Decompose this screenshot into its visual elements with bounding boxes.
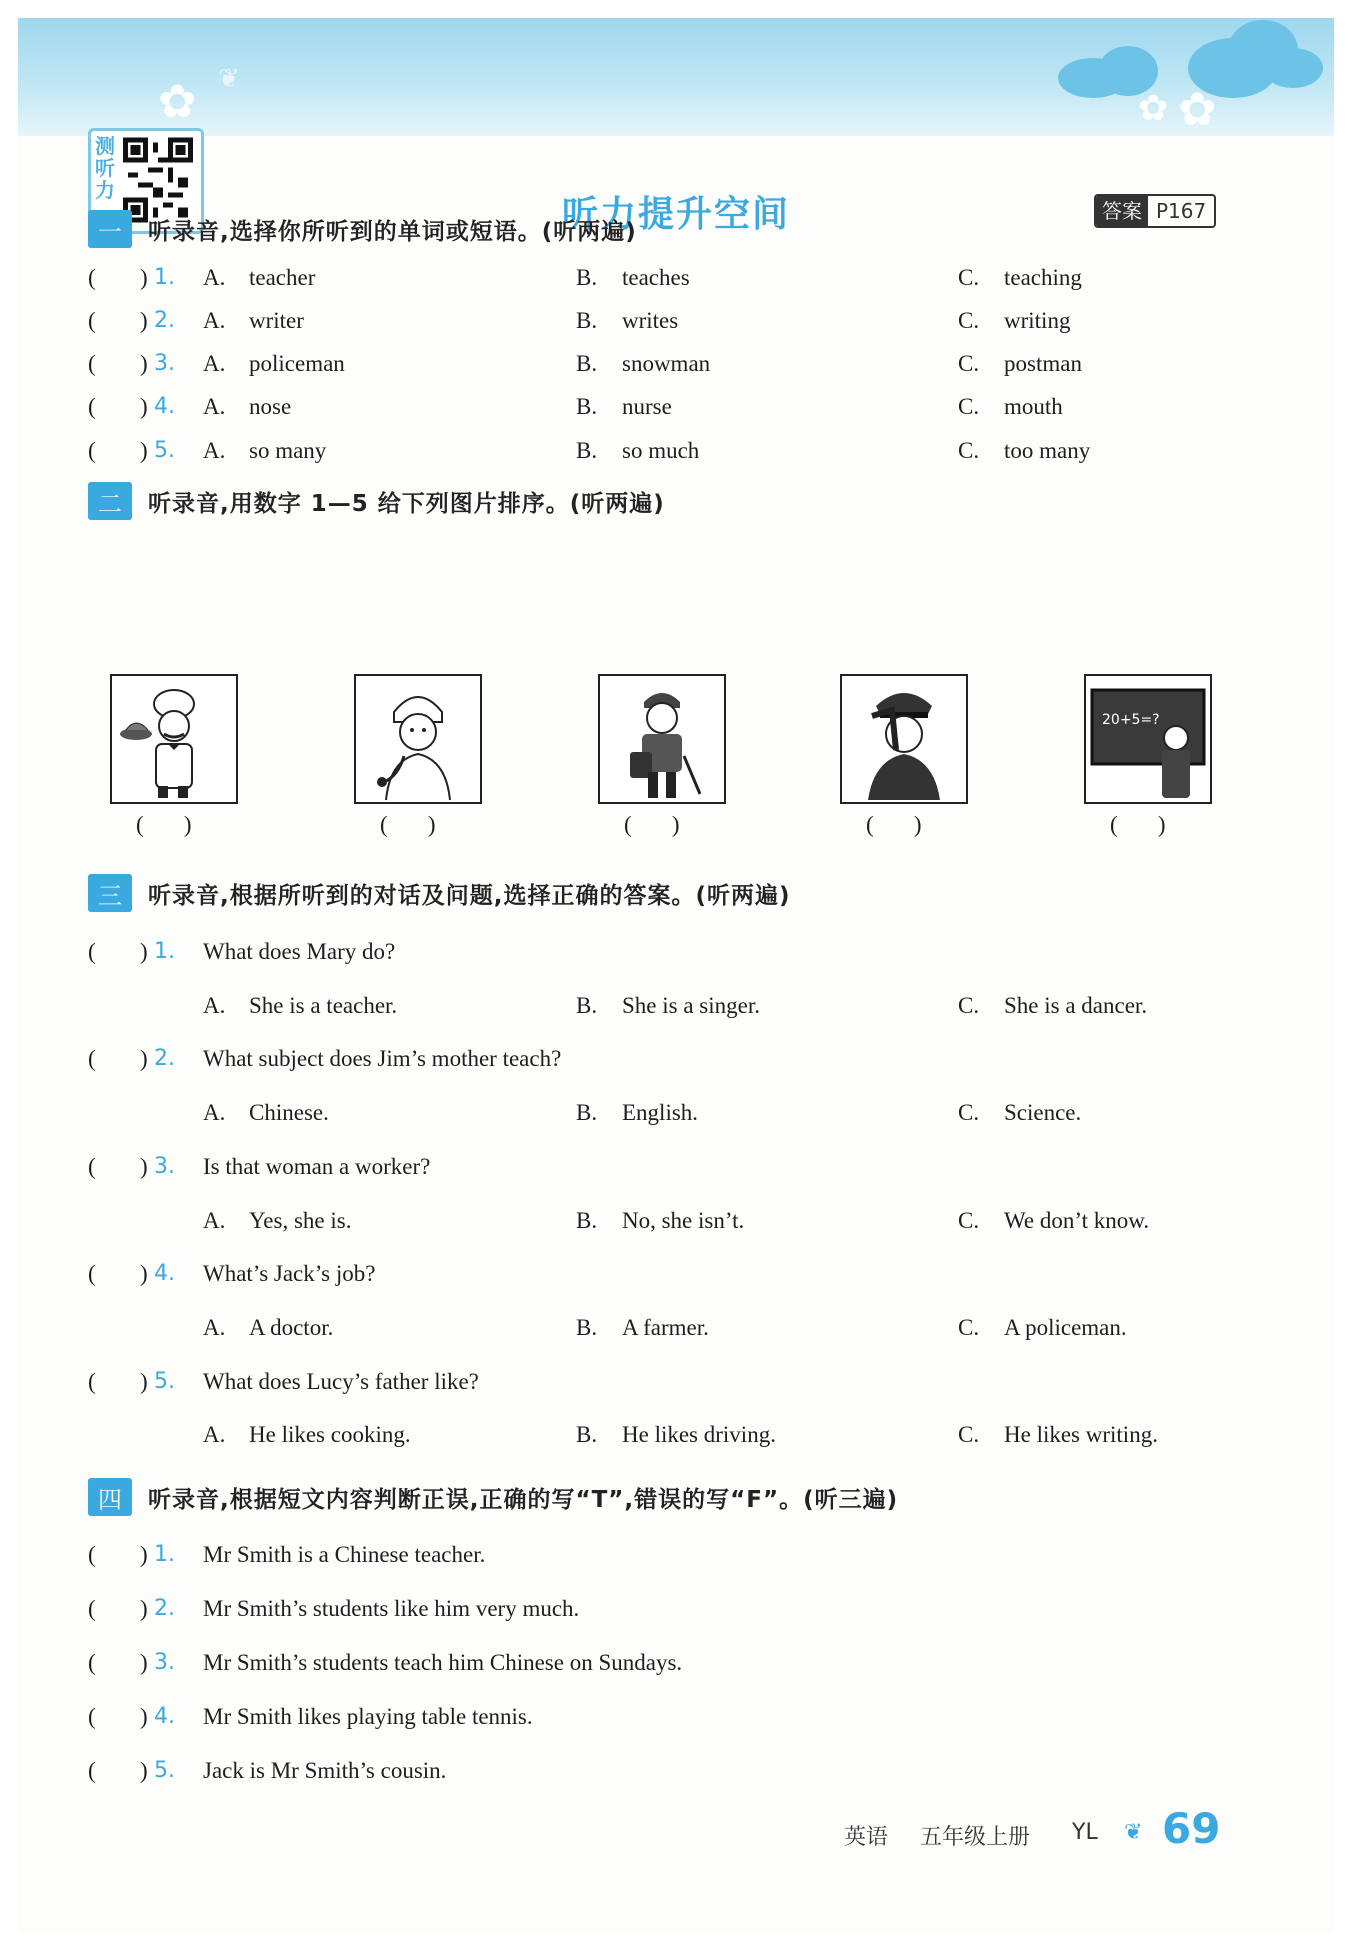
section-header — [88, 482, 665, 520]
question-text: What’s Jack’s job? — [203, 1261, 376, 1286]
answer-blank-close: ) — [140, 939, 148, 964]
picture-blank[interactable]: ( ) — [136, 812, 192, 837]
item-number: 5. — [154, 1758, 175, 1783]
item-number: 2. — [154, 308, 175, 333]
picture-teacher — [1084, 674, 1212, 804]
answer-blank-close: ) — [140, 1369, 148, 1394]
picture-doctor — [354, 674, 482, 804]
statement-text: Mr Smith likes playing table tennis. — [203, 1704, 533, 1729]
item-number: 3. — [154, 1154, 175, 1179]
question-text: What does Mary do? — [203, 939, 396, 964]
answer-blank-open[interactable]: ( — [88, 265, 96, 290]
question-text: Is that woman a worker? — [203, 1154, 431, 1179]
footer-subject: 英语 — [844, 1825, 889, 1850]
list-item — [88, 301, 1268, 341]
answer-blank-open[interactable]: ( — [88, 438, 96, 463]
answer-blank-close: ) — [140, 1046, 148, 1071]
statement-text: Mr Smith’s students teach him Chinese on Sundays. — [203, 1650, 683, 1675]
statement-text: Mr Smith is a Chinese teacher. — [203, 1542, 486, 1567]
question-row — [88, 1147, 1268, 1187]
statement-text: Mr Smith’s students like him very much. — [203, 1596, 580, 1621]
option-a: A. Yes, she is. — [203, 1208, 352, 1233]
item-number: 3. — [154, 351, 175, 376]
answer-blank-open[interactable]: ( — [88, 394, 96, 419]
footer-edition: YL — [1072, 1820, 1098, 1845]
option-b: B. A farmer. — [576, 1315, 709, 1340]
answer-blank-close: ) — [140, 351, 148, 376]
option-a: A. teacher — [203, 265, 316, 290]
answer-blank-open[interactable]: ( — [88, 1046, 96, 1071]
flower-icon: ✿ — [1138, 88, 1169, 129]
picture-chef — [110, 674, 238, 804]
statement-row — [88, 1751, 1268, 1791]
answer-blank-open[interactable]: ( — [88, 1650, 96, 1675]
answer-blank-close: ) — [140, 1650, 148, 1675]
option-b: B. No, she isn’t. — [576, 1208, 745, 1233]
option-c: C. She is a dancer. — [958, 993, 1148, 1018]
section-instruction: 听录音,用数字 1—5 给下列图片排序。(听两遍) — [148, 490, 665, 517]
option-c: C. too many — [958, 438, 1091, 463]
picture-blank[interactable]: ( ) — [866, 812, 922, 837]
option-c: C. He likes writing. — [958, 1422, 1158, 1447]
option-b: B. snowman — [576, 351, 711, 376]
item-number: 1. — [154, 939, 175, 964]
answer-blank-close: ) — [140, 1596, 148, 1621]
item-number: 5. — [154, 1369, 175, 1394]
answer-blank-close: ) — [140, 1758, 148, 1783]
option-b: B. teaches — [576, 265, 690, 290]
option-c: C. writing — [958, 308, 1071, 333]
item-number: 4. — [154, 394, 175, 419]
question-row — [88, 1039, 1268, 1079]
option-b: B. English. — [576, 1100, 699, 1125]
answer-blank-open[interactable]: ( — [88, 1596, 96, 1621]
item-number: 3. — [154, 1650, 175, 1675]
option-a: A. She is a teacher. — [203, 993, 398, 1018]
question-text: What does Lucy’s father like? — [203, 1369, 479, 1394]
answer-blank-close: ) — [140, 1261, 148, 1286]
answer-blank-open[interactable]: ( — [88, 939, 96, 964]
option-a: A. nose — [203, 394, 292, 419]
option-a: A. policeman — [203, 351, 345, 376]
statement-text: Jack is Mr Smith’s cousin. — [203, 1758, 447, 1783]
options-row — [88, 986, 1268, 1026]
answer-blank-open[interactable]: ( — [88, 1261, 96, 1286]
option-b: B. so much — [576, 438, 700, 463]
item-number: 2. — [154, 1046, 175, 1071]
option-c: C. mouth — [958, 394, 1063, 419]
blackboard-text: 20+5=? — [1102, 712, 1160, 728]
option-c: C. teaching — [958, 265, 1082, 290]
item-number: 4. — [154, 1261, 175, 1286]
item-number: 1. — [154, 1542, 175, 1567]
option-c: C. Science. — [958, 1100, 1082, 1125]
answer-tag[interactable] — [1094, 194, 1216, 228]
answer-blank-open[interactable]: ( — [88, 1758, 96, 1783]
section-instruction: 听录音,根据短文内容判断正误,正确的写“T”,错误的写“F”。(听三遍) — [148, 1486, 899, 1513]
item-number: 5. — [154, 438, 175, 463]
option-a: A. Chinese. — [203, 1100, 329, 1125]
option-b: B. She is a singer. — [576, 993, 760, 1018]
option-b: B. He likes driving. — [576, 1422, 776, 1447]
option-c: C. postman — [958, 351, 1082, 376]
answer-blank-open[interactable]: ( — [88, 351, 96, 376]
worksheet-page — [18, 18, 1334, 1934]
section-number: 一 — [88, 210, 132, 248]
option-b: B. writes — [576, 308, 679, 333]
statement-row — [88, 1589, 1268, 1629]
answer-blank-close: ) — [140, 308, 148, 333]
footer-grade: 五年级上册 — [920, 1825, 1031, 1850]
page-title: 听力提升空间 — [561, 194, 790, 235]
list-item — [88, 431, 1268, 471]
answer-blank-close: ) — [140, 394, 148, 419]
option-a: A. A doctor. — [203, 1315, 334, 1340]
answer-blank-open[interactable]: ( — [88, 308, 96, 333]
answer-blank-close: ) — [140, 1542, 148, 1567]
question-row — [88, 1362, 1268, 1402]
section-instruction: 听录音,根据所听到的对话及问题,选择正确的答案。(听两遍) — [148, 882, 791, 909]
item-number: 1. — [154, 265, 175, 290]
answer-blank-open[interactable]: ( — [88, 1154, 96, 1179]
qr-label: 测听力 — [95, 134, 115, 202]
option-b: B. nurse — [576, 394, 672, 419]
picture-blank[interactable]: ( ) — [624, 812, 680, 837]
list-item — [88, 344, 1268, 384]
picture-blank[interactable]: ( ) — [380, 812, 436, 837]
answer-blank-close: ) — [140, 438, 148, 463]
options-row — [88, 1093, 1268, 1133]
answer-blank-close: ) — [140, 265, 148, 290]
options-row — [88, 1201, 1268, 1241]
answer-blank-open[interactable]: ( — [88, 1369, 96, 1394]
picture-worker — [598, 674, 726, 804]
question-row — [88, 1254, 1268, 1294]
options-row — [88, 1308, 1268, 1348]
picture-policeman — [840, 674, 968, 804]
answer-blank-close: ) — [140, 1154, 148, 1179]
option-a: A. He likes cooking. — [203, 1422, 411, 1447]
option-c: C. We don’t know. — [958, 1208, 1150, 1233]
section-number: 二 — [88, 482, 132, 520]
section-header — [88, 210, 637, 248]
question-row — [88, 932, 1268, 972]
item-number: 4. — [154, 1704, 175, 1729]
option-a: A. writer — [203, 308, 304, 333]
page-number: 69 — [1162, 1804, 1221, 1853]
picture-blank[interactable]: ( ) — [1110, 812, 1166, 837]
list-item — [88, 387, 1268, 427]
option-a: A. so many — [203, 438, 327, 463]
statement-row — [88, 1643, 1268, 1683]
statement-row — [88, 1535, 1268, 1575]
section-number: 三 — [88, 874, 132, 912]
statement-row — [88, 1697, 1268, 1737]
flower-icon: ✿ — [1178, 82, 1217, 136]
list-item — [88, 258, 1268, 298]
butterfly-icon: ❦ — [218, 64, 240, 94]
answer-page: P167 — [1156, 199, 1207, 223]
answer-blank-open[interactable]: ( — [88, 1704, 96, 1729]
section-number: 四 — [88, 1478, 132, 1516]
section-header — [88, 874, 791, 912]
section-instruction: 听录音,选择你所听到的单词或短语。(听两遍) — [148, 218, 637, 245]
answer-blank-open[interactable]: ( — [88, 1542, 96, 1567]
answer-blank-close: ) — [140, 1704, 148, 1729]
leaf-icon: ❦ — [1124, 1820, 1143, 1845]
question-text: What subject does Jim’s mother teach? — [203, 1046, 562, 1071]
answer-label: 答案 — [1096, 196, 1148, 226]
options-row — [88, 1415, 1268, 1455]
option-c: C. A policeman. — [958, 1315, 1127, 1340]
section-header — [88, 1478, 898, 1516]
item-number: 2. — [154, 1596, 175, 1621]
top-banner — [18, 18, 1334, 136]
flower-icon: ✿ — [158, 74, 197, 128]
